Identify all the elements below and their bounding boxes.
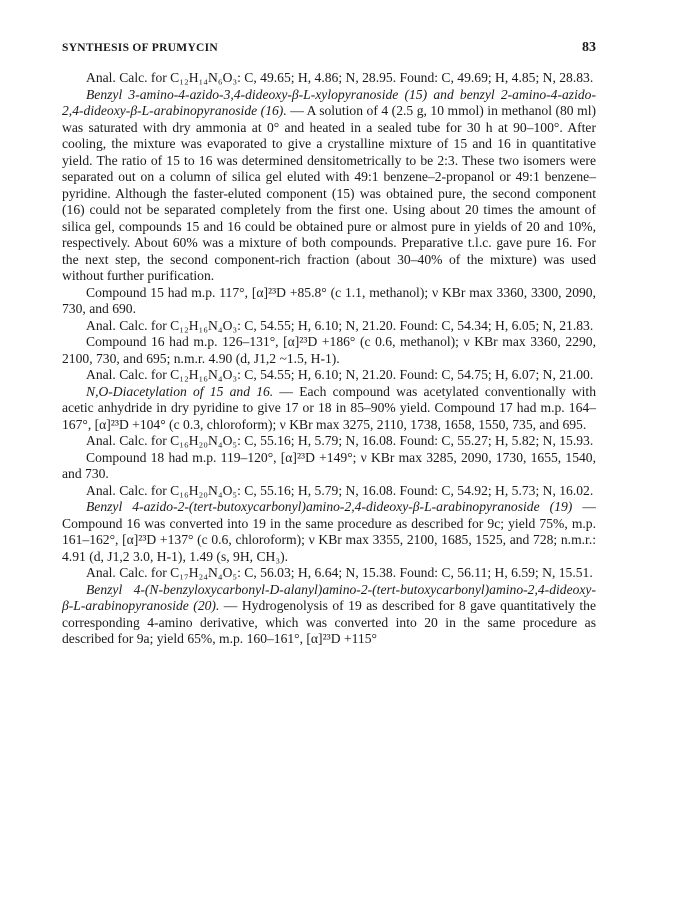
procedure-paragraph bbox=[62, 582, 596, 648]
analysis-paragraph: Anal. Calc. for C₁₆H₂₀N₄O₅: C, 55.16; H, 5.79; N, 16.08. Found: C, 55.27; H, 5.82; N, 15.93. bbox=[86, 433, 594, 448]
procedure-text: — A solution of 4 (2.5 g, 10 mmol) in methanol (80 ml) was saturated with dry ammonia at 0° and heated in a sealed tube for 30 h at 90–100°. After cooling, the mixture was evaporated to give a crystalline mixture of 15 and 16 in quantitative yield. The ratio of 15 to 16 was determined densitometrically to be 2:3. These two isomers were separated out on a column of silica gel eluted with 49:1 benzene–2-propanol or 49:1 benzene–pyridine. Although the faster-eluted component (15) was obtained pure, the second component (16) could not be separated completely from the first one. Using about 20 times the amount of silica gel, compounds 15 and 16 could be obtained pure or almost pure in yields of 20 and 10%, respectively. About 60% was a mixture of both compounds. Preparative t.l.c. gave pure 16. For the next step, the second component-rich fraction (about 30–40% of the mixture) was used without further purification. bbox=[62, 103, 597, 283]
procedure-heading: Benzyl 3-amino-4-azido-3,4-dideoxy-β-L-xylopyranoside (15) and benzyl 2-amino-4-azido-2,4-dideoxy-β-L-arabinopyranoside (16). bbox=[62, 86, 596, 118]
compound-paragraph: Compound 15 had m.p. 117°, [α]²³D +85.8° (c 1.1, methanol); ν KBr max 3360, 3300, 2090, 730, and 690. bbox=[62, 284, 596, 316]
analysis-paragraph: Anal. Calc. for C₁₆H₂₀N₄O₅: C, 55.16; H, 5.79; N, 16.08. Found: C, 54.92; H, 5.73; N, 16.02. bbox=[86, 482, 594, 498]
procedure-heading: Benzyl 4-azido-2-(tert-butoxycarbonyl)amino-2,4-dideoxy-β-L-arabinopyranoside (19) bbox=[86, 499, 573, 514]
procedure-heading: N,O-Diacetylation of 15 and 16. bbox=[86, 383, 274, 399]
procedure-heading: Benzyl 4-(N-benzyloxycarbonyl-D-alanyl)amino-2-(tert-butoxycarbonyl)amino-2,4-dideoxy-β-L-arabinopyranoside (20). bbox=[62, 581, 596, 613]
compound-paragraph: Compound 18 had m.p. 119–120°, [α]²³D +149°; ν KBr max 3285, 2090, 1730, 1655, 1540, and 730. bbox=[62, 449, 596, 481]
analysis-paragraph: Anal. Calc. for C₁₂H₁₆N₄O₃: C, 54.55; H, 6.10; N, 21.20. Found: C, 54.34; H, 6.05; N, 21.83. bbox=[86, 317, 594, 333]
procedure-paragraph bbox=[62, 384, 596, 434]
procedure-text: — Hydrogenolysis of 19 as described for 8 gave quantitatively the corresponding 4-amino derivative, which was converted into 20 in the same procedure as described for 9a; yield 65%, m.p. 160–161°, [α]²³D +115° bbox=[62, 598, 596, 646]
analysis-paragraph: Anal. Calc. for C₁₂H₁₄N₆O₃: C, 49.65; H, 4.86; N, 28.95. Found: C, 49.69; H, 4.85; N, 28.83. bbox=[86, 70, 594, 85]
procedure-paragraph bbox=[62, 499, 596, 565]
procedure-text: — Compound 16 was converted into 19 in the same procedure as described for 9c; yield 75%, m.p. 161–162°, [α]²³D +137° (c 0.6, chloroform); ν KBr max 3355, 2100, 1685, 1525, and 728; n.m.r.: 4.91 (d, J1,2 3.0, H-1), 1.49 (s, 9H, CH₃). bbox=[62, 499, 596, 564]
analysis-paragraph: Anal. Calc. for C₁₇H₂₄N₄O₅: C, 56.03; H, 6.64; N, 15.38. Found: C, 56.11; H, 6.59; N, 15.51. bbox=[86, 565, 593, 580]
analysis-paragraph: Anal. Calc. for C₁₂H₁₆N₄O₃: C, 54.55; H, 6.10; N, 21.20. Found: C, 54.75; H, 6.07; N, 21.00. bbox=[86, 367, 594, 382]
page-body bbox=[62, 70, 596, 648]
procedure-paragraph bbox=[62, 87, 596, 285]
running-title: SYNTHESIS OF PRUMYCIN bbox=[62, 42, 219, 54]
page-number: 83 bbox=[582, 40, 596, 55]
compound-paragraph: Compound 16 had m.p. 126–131°, [α]²³D +186° (c 0.6, methanol); ν KBr max 3360, 2290, 2100, 730, and 695; n.m.r. 4.90 (d, J1,2 ~1.5, H-1). bbox=[62, 334, 596, 366]
page-header bbox=[62, 42, 596, 62]
procedure-text: — Each compound was acetylated conventionally with acetic anhydride in dry pyridine to give 17 or 18 in 85–90% yield. Compound 17 had m.p. 164–167°, [α]²³D +104° (c 0.3, chloroform); ν KBr max 3275, 2110, 1738, 1658, 1550, 735, and 695. bbox=[62, 383, 596, 432]
